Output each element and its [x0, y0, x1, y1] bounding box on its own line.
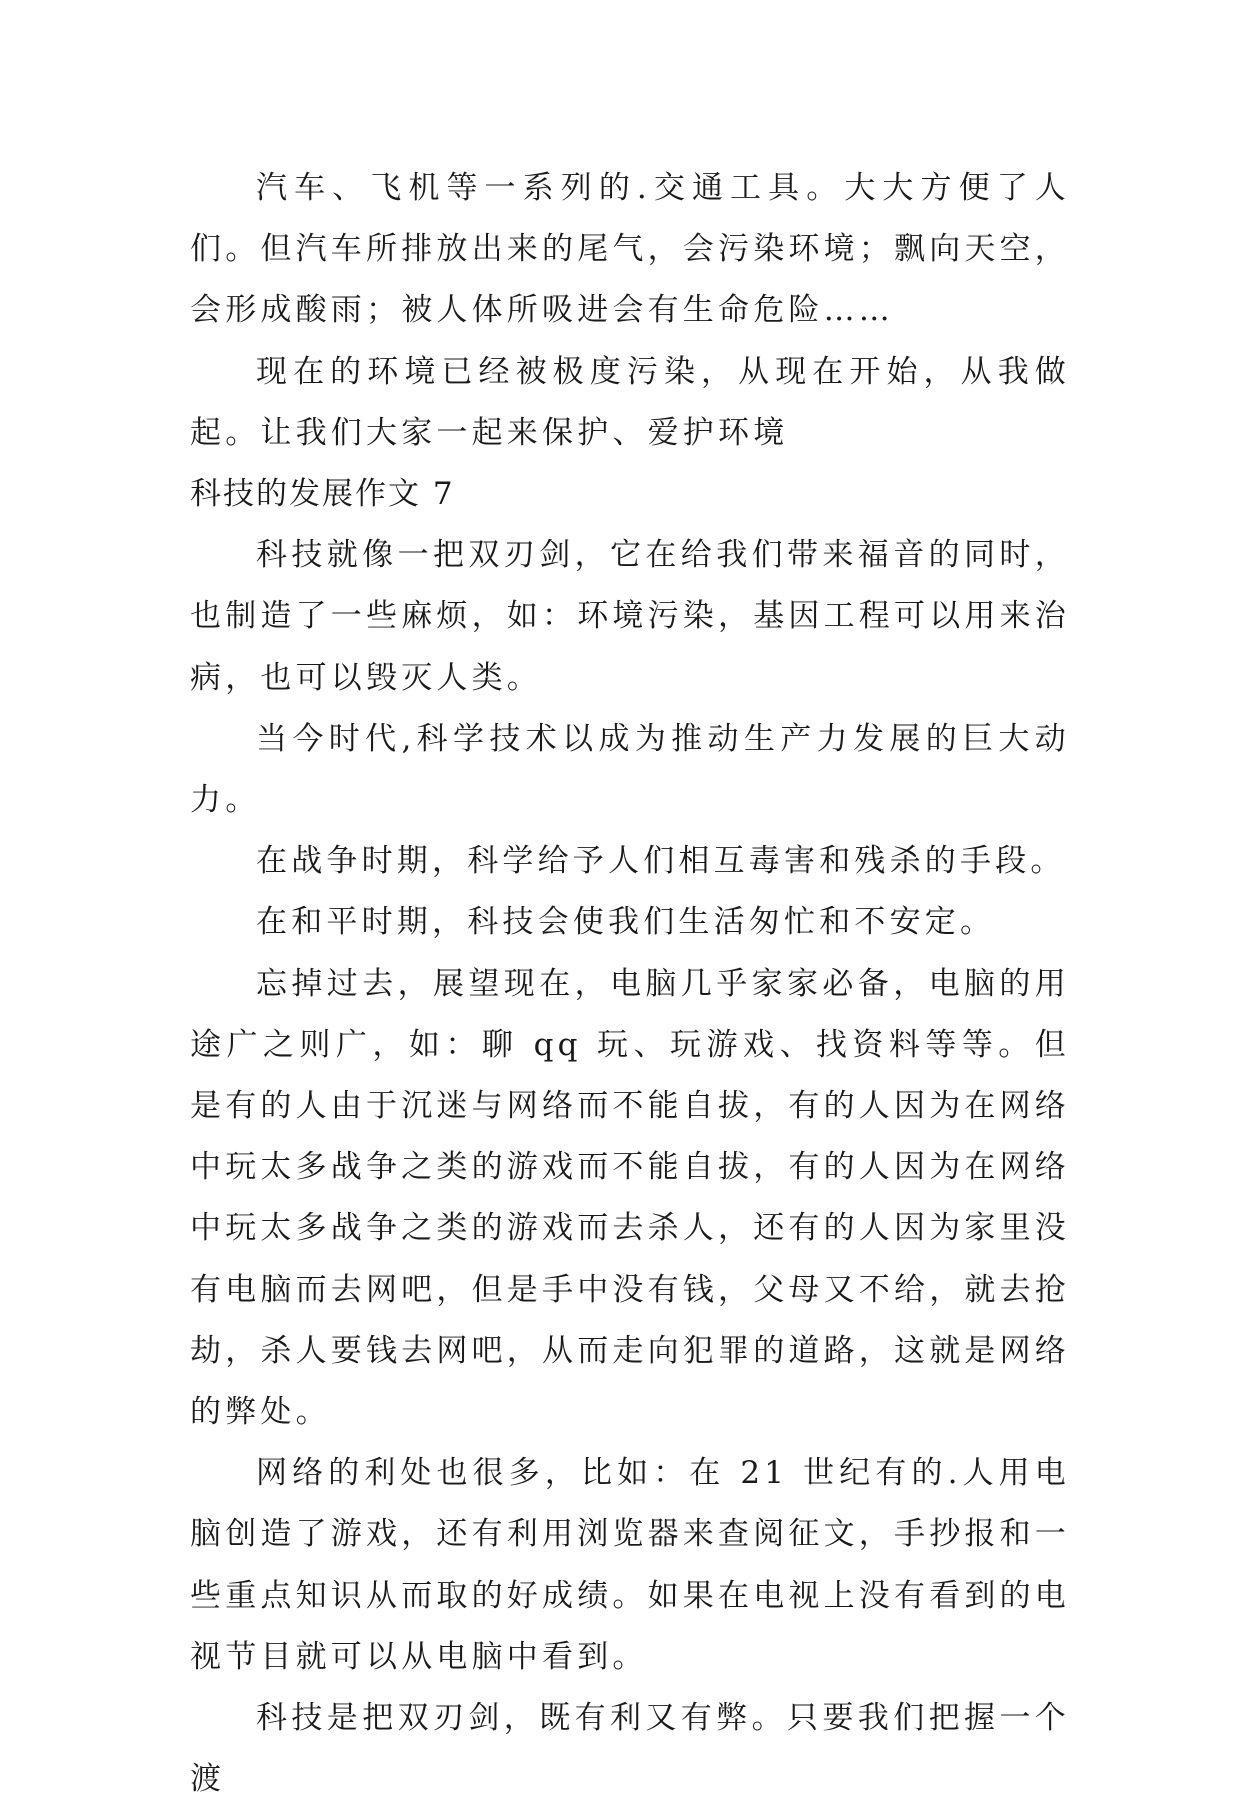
essay-heading: 科技的发展作文 7 — [190, 476, 455, 513]
paragraph-internet-harm: 忘掉过去，展望现在，电脑几乎家家必备，电脑的用途广之则广，如：聊 qq 玩、玩游戏、找资料等等。但是有的人由于沉迷与网络而不能自拔，有的人因为在网络中玩太多战争之类的游戏而不能自拔，有的人因为在网络中玩太多战争之类的游戏而去杀人，还有的人因为家里没有电脑而去网吧，但是手中没有钱，父母又不给，就去抢劫，杀人要钱去网吧，从而走向犯罪的道路，这就是网络的弊处。 — [190, 965, 1070, 1431]
paragraph-war: 在战争时期，科学给予人们相互毒害和残杀的手段。 — [256, 843, 1066, 880]
paragraph-peace: 在和平时期，科技会使我们生活匆忙和不安定。 — [256, 904, 996, 941]
paragraph-conclusion: 科技是把双刃剑，既有利又有弊。只要我们把握一个渡 — [190, 1700, 1070, 1798]
paragraph-vehicles: 汽车、飞机等一系列的.交通工具。大大方便了人们。但汽车所排放出来的尾气，会污染环境；飘向天空，会形成酸雨；被人体所吸进会有生命危险…… — [190, 170, 1070, 329]
paragraph-productivity: 当今时代,科学技术以成为推动生产力发展的巨大动力。 — [190, 720, 1070, 819]
paragraph-environment: 现在的环境已经被极度污染，从现在开始，从我做起。让我们大家一起来保护、爱护环境 — [190, 353, 1070, 451]
document-body — [190, 158, 1070, 1810]
paragraph-internet-benefit: 网络的利处也很多，比如：在 21 世纪有的.人用电脑创造了游戏，还有利用浏览器来查阅征文，手抄报和一些重点知识从而取的好成绩。如果在电视上没有看到的电视节目就可以从电脑中看到。 — [190, 1455, 1070, 1675]
paragraph-double-edged-sword: 科技就像一把双刃剑，它在给我们带来福音的同时，也制造了一些麻烦，如：环境污染，基因工程可以用来治病，也可以毁灭人类。 — [190, 537, 1070, 696]
